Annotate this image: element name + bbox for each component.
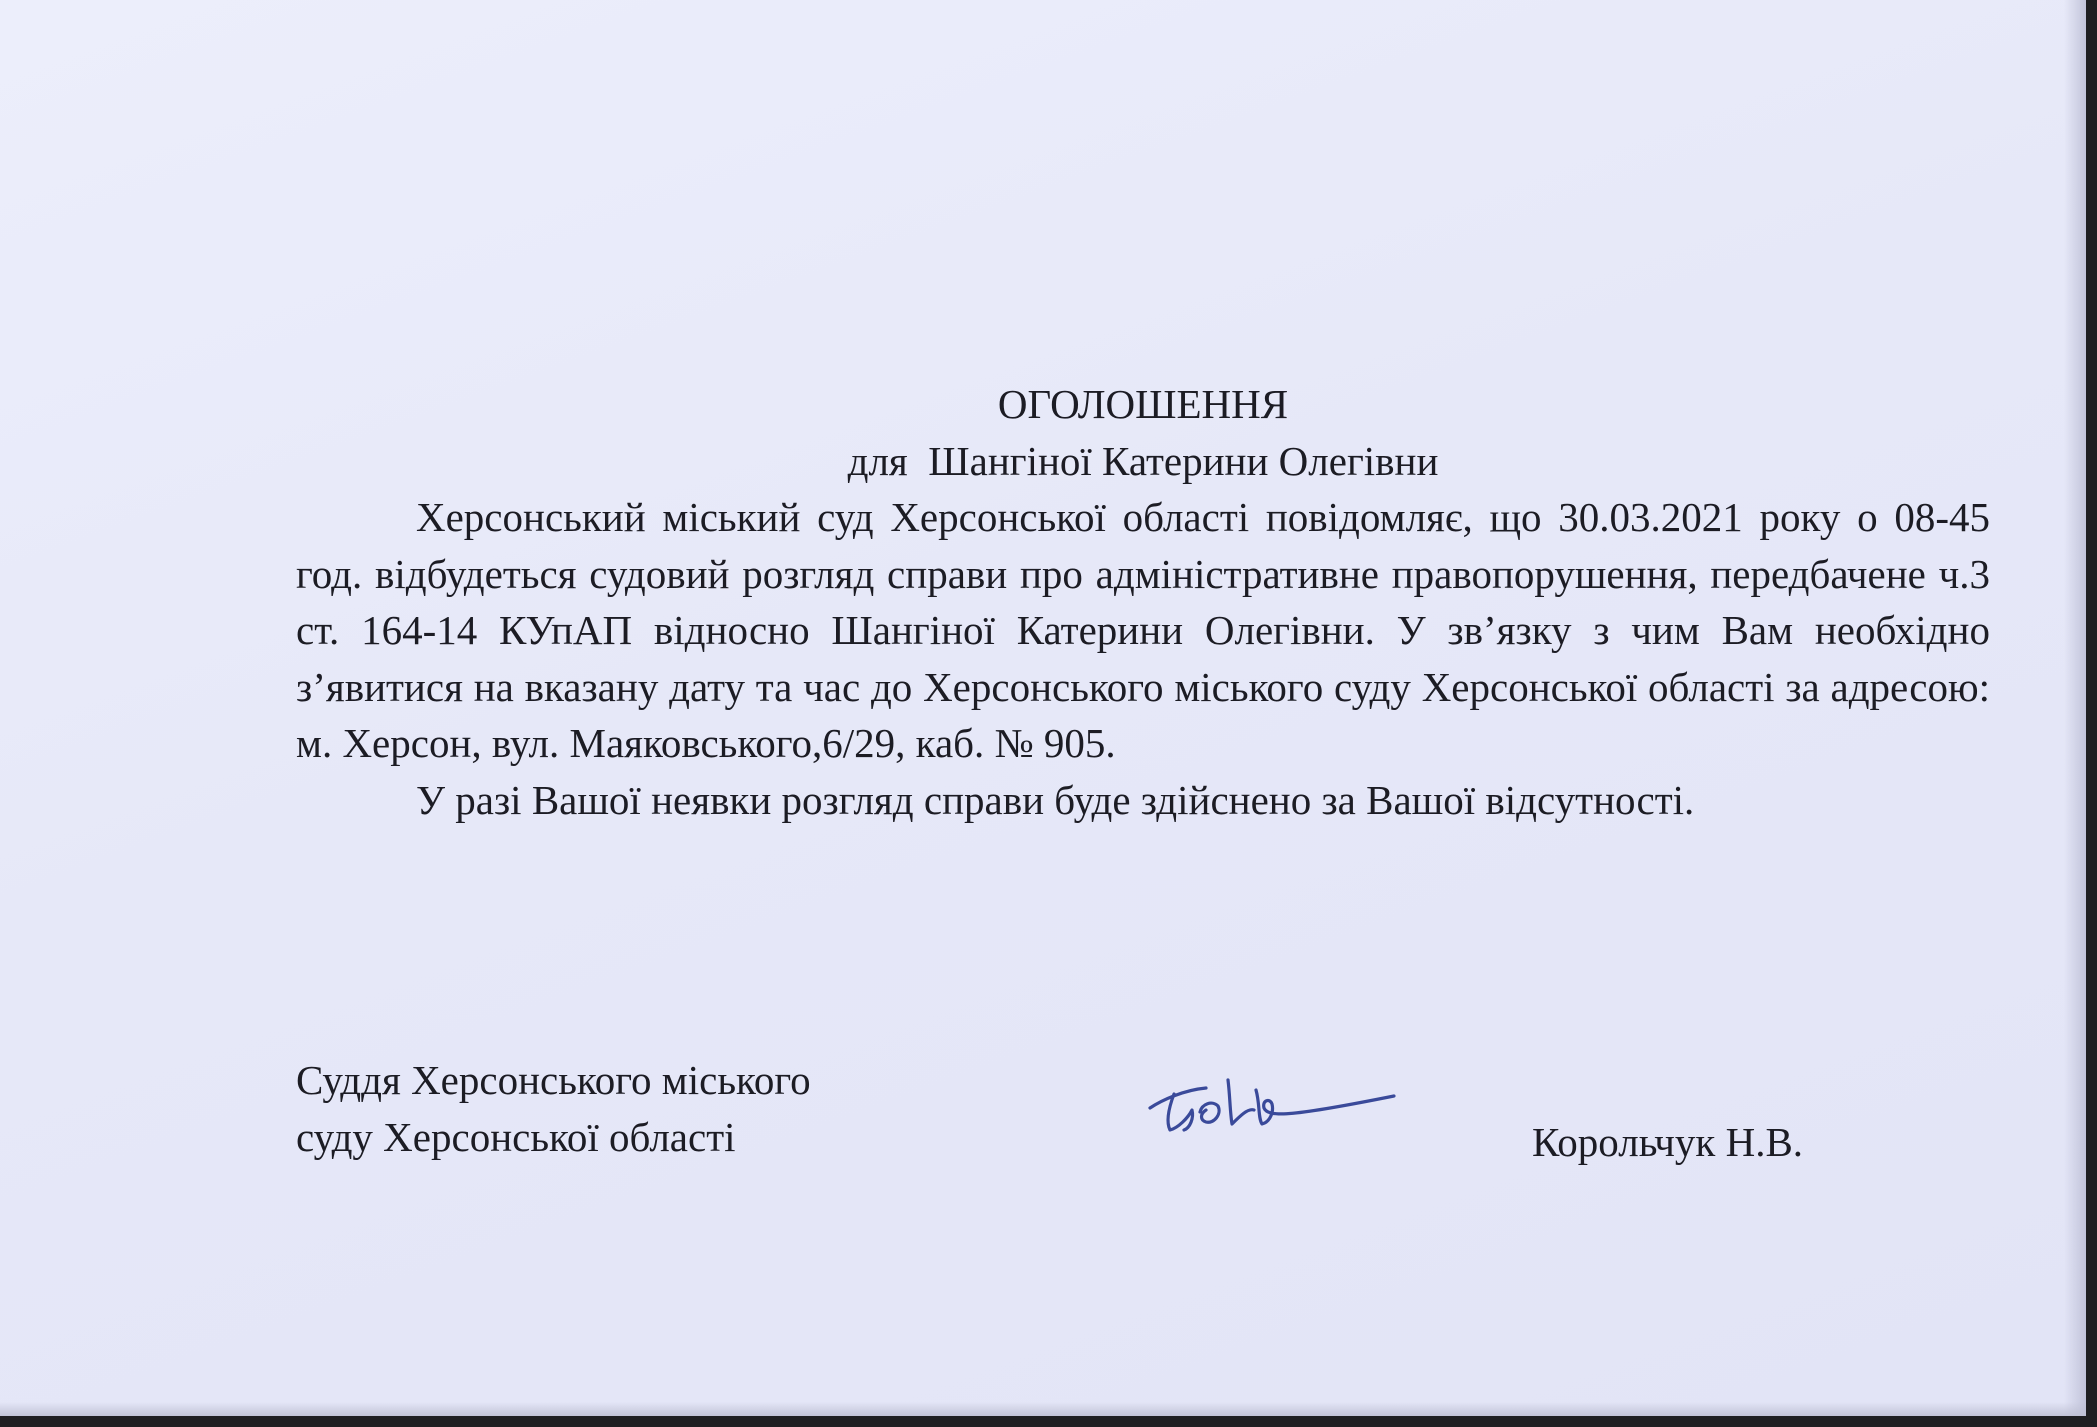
page-edge-shadow xyxy=(2064,0,2086,1416)
judge-position xyxy=(296,1052,811,1166)
page-bottom-edge xyxy=(0,1402,2086,1416)
notice-body xyxy=(296,376,1990,828)
judge-position-line-1: Суддя Херсонського міського xyxy=(296,1057,811,1103)
handwritten-signature-icon xyxy=(1144,1060,1404,1150)
notice-paragraph-absence: У разі Вашої неявки розгляд справи буде здійснено за Вашої відсутності. xyxy=(416,776,1695,823)
signature-block xyxy=(296,1052,1996,1182)
notice-title: ОГОЛОШЕННЯ xyxy=(997,381,1289,427)
judge-position-line-2: суду Херсонської області xyxy=(296,1114,736,1160)
judge-name: Корольчук Н.В. xyxy=(1532,1119,1804,1165)
notice-addressee: для Шангіної Катерини Олегівни xyxy=(847,437,1439,484)
notice-paragraph-main: Херсонський міський суд Херсонської області повідомляє, що 30.03.2021 року о 08-45 год. відбудеться судовий розгляд справи про адміністративне правопорушення, передбачене ч.3 ст. 164-14 КУпАП відносно Шангіної Катерини Олегівни. У зв’язку з чим Вам необхідно з’явитися на вказану дату та час до Херсонського міського суду Херсонської області за адресою: м. Херсон, вул. Маяковського,6/29, каб. № 905. xyxy=(296,494,1990,766)
